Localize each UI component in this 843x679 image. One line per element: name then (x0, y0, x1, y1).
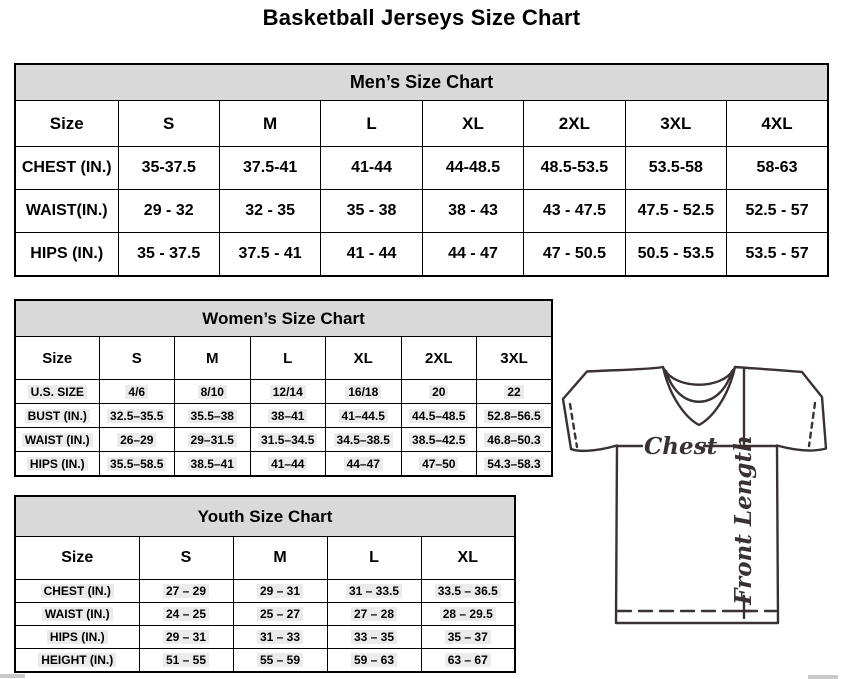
mens-waist-row (15, 190, 828, 233)
womens-cell: 29–31.5 (188, 433, 237, 447)
womens-row-label: BUST (IN.) (25, 409, 90, 423)
mens-cell: 47.5 - 52.5 (625, 190, 726, 233)
womens-cell: 12/14 (270, 385, 306, 399)
mens-cell: 52.5 - 57 (727, 190, 828, 233)
youth-cell: 24 – 25 (163, 607, 209, 621)
womens-cell: 38.5–41 (188, 457, 237, 471)
vneck-outline-path (663, 367, 735, 425)
womens-col-3xl: 3XL (477, 337, 553, 380)
jersey-outline-path (563, 367, 826, 623)
mens-col-3xl: 3XL (625, 101, 726, 147)
mens-col-s: S (118, 101, 219, 147)
collar-seam-path (664, 369, 734, 385)
womens-cell: 44.5–48.5 (409, 409, 468, 423)
womens-cell: 4/6 (125, 385, 148, 399)
womens-cell: 47–50 (419, 457, 458, 471)
womens-cell: 46.8–50.3 (484, 433, 543, 447)
youth-cell: 27 – 28 (351, 607, 397, 621)
mens-cell: 53.5-58 (625, 147, 726, 190)
mens-cell: 35 - 38 (321, 190, 422, 233)
womens-row-label: HIPS (IN.) (27, 457, 88, 471)
mens-col-4xl: 4XL (727, 101, 828, 147)
youth-col-s: S (139, 537, 233, 580)
mens-col-m: M (219, 101, 320, 147)
youth-row-label: HEIGHT (IN.) (38, 653, 116, 667)
youth-cell: 28 – 29.5 (440, 607, 496, 621)
womens-col-m: M (175, 337, 251, 380)
mens-cell: 35 - 37.5 (118, 233, 219, 277)
womens-chart-header: Women’s Size Chart (15, 300, 552, 337)
mens-cell: 44 - 47 (422, 233, 523, 277)
youth-cell: 33 – 35 (351, 630, 397, 644)
womens-cell: 38.5–42.5 (409, 433, 468, 447)
mens-cell: 29 - 32 (118, 190, 219, 233)
mens-cell: 53.5 - 57 (727, 233, 828, 277)
youth-size-chart-table (14, 495, 516, 673)
womens-size-chart-table (14, 299, 553, 477)
youth-chest-row (15, 580, 515, 603)
mens-col-xl: XL (422, 101, 523, 147)
mens-row-label: CHEST (IN.) (15, 147, 118, 190)
mens-cell: 37.5 - 41 (219, 233, 320, 277)
mens-row-label: HIPS (IN.) (15, 233, 118, 277)
youth-hips-row (15, 626, 515, 649)
womens-cell: 52.8–56.5 (484, 409, 543, 423)
womens-col-s: S (99, 337, 175, 380)
mens-size-chart-table (14, 63, 829, 277)
mens-cell: 41-44 (321, 147, 422, 190)
youth-chart-header: Youth Size Chart (15, 496, 515, 537)
womens-cell: 20 (429, 385, 448, 399)
front-length-label: Front Length (730, 435, 757, 605)
womens-cell: 35.5–58.5 (107, 457, 166, 471)
youth-cell: 29 – 31 (257, 584, 303, 598)
womens-cell: 54.3–58.3 (484, 457, 543, 471)
womens-waist-row (15, 428, 552, 452)
womens-bust-row (15, 404, 552, 428)
mens-cell: 41 - 44 (321, 233, 422, 277)
youth-cell: 59 – 63 (351, 653, 397, 667)
youth-cell: 29 – 31 (163, 630, 209, 644)
mens-hips-row (15, 233, 828, 277)
womens-cell: 31.5–34.5 (258, 433, 317, 447)
youth-cell: 51 – 55 (163, 653, 209, 667)
womens-col-l: L (250, 337, 326, 380)
womens-cell: 34.5–38.5 (334, 433, 393, 447)
youth-waist-row (15, 603, 515, 626)
womens-col-2xl: 2XL (401, 337, 477, 380)
mens-cell: 58-63 (727, 147, 828, 190)
womens-cell: 26–29 (117, 433, 156, 447)
chest-label: Chest (644, 433, 718, 460)
womens-col-xl: XL (326, 337, 402, 380)
mens-cell: 35-37.5 (118, 147, 219, 190)
womens-row-label: WAIST (IN.) (22, 433, 93, 447)
right-cuff-stitch-path (809, 403, 815, 446)
mens-cell: 37.5-41 (219, 147, 320, 190)
womens-ussize-row (15, 380, 552, 404)
mens-row-label: WAIST(IN.) (15, 190, 118, 233)
mens-cell: 50.5 - 53.5 (625, 233, 726, 277)
mens-cell: 38 - 43 (422, 190, 523, 233)
womens-cell: 35.5–38 (188, 409, 237, 423)
womens-cell: 38–41 (268, 409, 307, 423)
youth-cell: 33.5 – 36.5 (435, 584, 501, 598)
collar-inner-path (666, 371, 732, 402)
womens-cell: 8/10 (198, 385, 227, 399)
mens-cell: 48.5-53.5 (524, 147, 625, 190)
youth-cell: 63 – 67 (445, 653, 491, 667)
mens-cell: 32 - 35 (219, 190, 320, 233)
youth-col-xl: XL (421, 537, 515, 580)
youth-col-size: Size (15, 537, 139, 580)
mens-col-2xl: 2XL (524, 101, 625, 147)
youth-cell: 27 – 29 (163, 584, 209, 598)
youth-height-row (15, 649, 515, 673)
youth-row-label: CHEST (IN.) (41, 584, 114, 598)
mens-chest-row (15, 147, 828, 190)
womens-cell: 32.5–35.5 (107, 409, 166, 423)
youth-col-l: L (327, 537, 421, 580)
youth-col-m: M (233, 537, 327, 580)
jersey-measurement-diagram (558, 360, 838, 632)
mens-col-size: Size (15, 101, 118, 147)
left-cuff-stitch-path (570, 404, 577, 447)
womens-row-label: U.S. SIZE (28, 385, 87, 399)
womens-cell: 41–44.5 (339, 409, 388, 423)
womens-hips-row (15, 452, 552, 477)
horizontal-scrollbar-fragment-left[interactable] (0, 674, 25, 678)
womens-cell: 16/18 (345, 385, 381, 399)
womens-cell: 41–44 (268, 457, 307, 471)
womens-cell: 22 (504, 385, 523, 399)
mens-cell: 43 - 47.5 (524, 190, 625, 233)
horizontal-scrollbar-fragment-right[interactable] (808, 675, 838, 679)
womens-col-size: Size (15, 337, 99, 380)
youth-cell: 31 – 33.5 (346, 584, 402, 598)
youth-cell: 55 – 59 (257, 653, 303, 667)
womens-cell: 44–47 (344, 457, 383, 471)
youth-cell: 35 – 37 (445, 630, 491, 644)
mens-cell: 47 - 50.5 (524, 233, 625, 277)
mens-cell: 44-48.5 (422, 147, 523, 190)
youth-row-label: WAIST (IN.) (42, 607, 113, 621)
mens-col-l: L (321, 101, 422, 147)
page-title: Basketball Jerseys Size Chart (262, 5, 581, 30)
mens-chart-header: Men’s Size Chart (15, 64, 828, 101)
youth-cell: 25 – 27 (257, 607, 303, 621)
youth-row-label: HIPS (IN.) (47, 630, 108, 644)
youth-cell: 31 – 33 (257, 630, 303, 644)
